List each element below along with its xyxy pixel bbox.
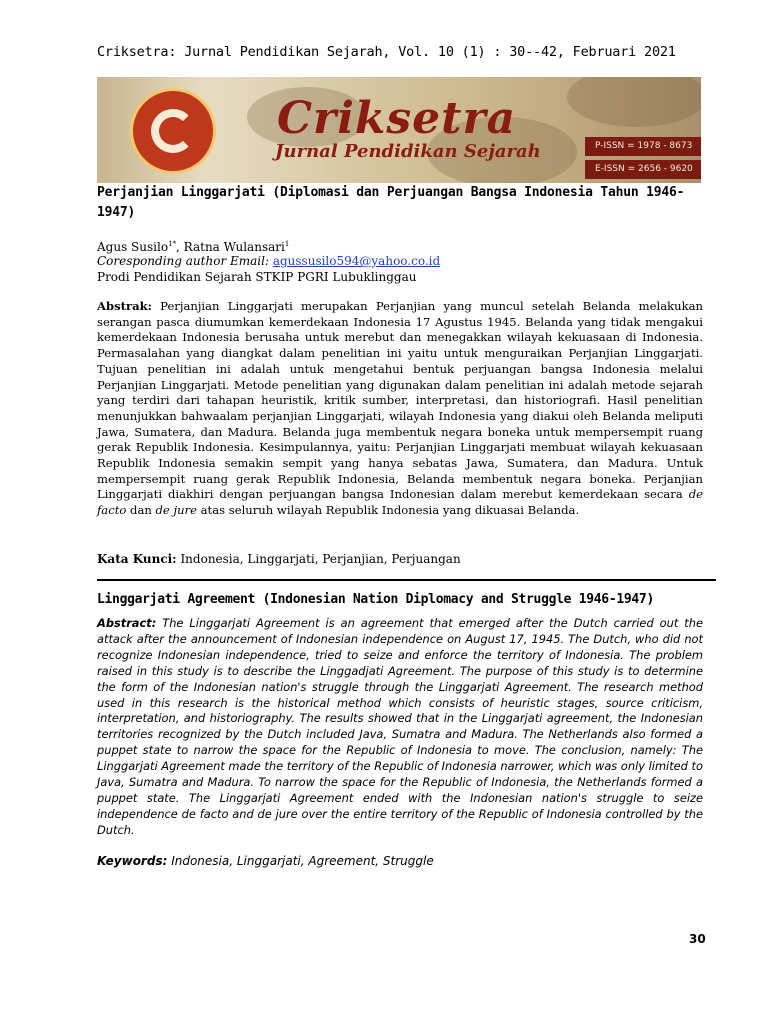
page-number: 30	[689, 932, 706, 946]
map-decoration	[567, 77, 701, 127]
journal-banner	[97, 77, 701, 183]
keywords-label: Keywords:	[97, 854, 168, 868]
author-1-mark: 1*	[168, 240, 177, 248]
affiliation: Prodi Pendidikan Sejarah STKIP PGRI Lubuklinggau	[97, 270, 417, 284]
journal-logo	[133, 91, 213, 171]
de-jure-term: de jure	[155, 503, 197, 518]
abstrak-and: dan	[126, 503, 156, 518]
author-2-mark: 1	[284, 240, 290, 248]
abstract-label: Abstract:	[97, 616, 157, 630]
corresponding-email-line	[97, 253, 440, 270]
e-issn-badge: E-ISSN = 2656 - 9620	[585, 160, 701, 179]
abstract-text: The Linggarjati Agreement is an agreement that emerged after the Dutch carried out the attack after the announcement of Indonesian independence on August 17, 1945. The Dutch, who did not recognize Indonesian independence, tried to seize and enforce the territory of Indonesia. The problem raised in this study is to describe the Linggadjati Agreement. The purpose of this study is to determine the form of the Indonesian nation's struggle through the Linggarjati Agreement. The research method used in this research is the historical method which consists of heuristic stages, source criticism, interpretation, and historiography. The results showed that in the Linggarjati agreement, the Indonesian territories recognized by the Dutch included Java, Sumatra and Madura. The Netherlands also formed a puppet state to narrow the space for the Republic of Indonesia to move. The conclusion, namely: The Linggarjati Agreement made the territory of the Republic of Indonesia narrower, which was only limited to Java, Sumatra and Madura. To narrow the space for the Republic of Indonesia, the Netherlands formed a puppet state. The Linggarjati Agreement ended with the Indonesian nation's struggle to seize independence de facto and de jure over the entire territory of the Republic of Indonesia controlled by the Dutch.	[97, 616, 703, 837]
banner-subtitle: Jurnal Pendidikan Sejarah	[275, 141, 541, 162]
p-issn-badge: P-ISSN = 1978 - 8673	[585, 137, 701, 156]
author-1: Agus Susilo	[97, 240, 169, 254]
paper-title: Perjanjian Linggarjati (Diplomasi dan Perjuangan Bangsa Indonesia Tahun 1946-1947)	[97, 185, 685, 220]
kata-kunci	[97, 551, 461, 567]
english-keywords	[97, 854, 434, 868]
abstrak-label: Abstrak:	[97, 299, 152, 313]
english-abstract	[97, 616, 703, 839]
author-2: , Ratna Wulansari	[176, 240, 285, 254]
abstrak-text: Perjanjian Linggarjati merupakan Perjanjian yang muncul setelah Belanda melakukan serangan pasca diumumkan kemerdekaan Indonesia 17 Agustus 1945. Belanda yang tidak mengakui kemerdekaan Indonesia berusaha untuk merebut dan menegakkan wilayah kekuasaan di Indonesia. Permasalahan yang diangkat dalam penelitian ini yaitu untuk menguraikan Perjanjian Linggarjati. Tujuan penelitian ini adalah untuk mengetahui bentuk perjuangan bangsa Indonesia melalui Perjanjian Linggarjati. Metode penelitian yang digunakan dalam penelitian ini adalah metode sejarah yang terdiri dari tahapan heuristik, kritik sumber, interpretasi, dan historiografi. Hasil penelitian menunjukkan bahwaalam perjanjian Linggarjati, wilayah Indonesia yang diakui oleh Belanda meliputi Jawa, Sumatera, dan Madura. Belanda juga membentuk negara boneka untuk mempersempit ruang gerak Republik Indonesia. Kesimpulannya, yaitu: Perjanjian Linggarjati membuat wilayah kekuasaan Republik Indonesia semakin sempit yang hanya sebatas Jawa, Sumatera, dan Madura. Untuk mempersempit ruang gerak Republik Indonesia, Belanda membentuk negara boneka. Perjanjian Linggarjati diakhiri dengan perjuangan bangsa Indonesian dalam merebut kemerdekaan secara	[97, 299, 703, 502]
de-facto-term: de facto	[97, 487, 703, 518]
keywords-text: Indonesia, Linggarjati, Agreement, Struggle	[167, 854, 434, 868]
kata-kunci-label: Kata Kunci:	[97, 552, 177, 566]
email-link[interactable]: agussusilo594@yahoo.co.id	[272, 254, 441, 268]
journal-citation: Criksetra: Jurnal Pendidikan Sejarah, Vol. 10 (1) : 30--42, Februari 2021	[97, 44, 676, 60]
banner-brand: Criksetra	[277, 93, 517, 144]
abstrak-text-end: atas seluruh wilayah Republik Indonesia yang dikuasai Belanda.	[196, 503, 580, 518]
kata-kunci-text: Indonesia, Linggarjati, Perjanjian, Perjuangan	[176, 552, 461, 566]
english-title: Linggarjati Agreement (Indonesian Nation Diplomacy and Struggle 1946-1947)	[97, 592, 654, 607]
email-label: Coresponding author Email:	[97, 254, 273, 268]
section-divider	[97, 579, 716, 581]
abstrak-paragraph	[97, 299, 703, 519]
logo-emblem-icon	[151, 109, 195, 153]
